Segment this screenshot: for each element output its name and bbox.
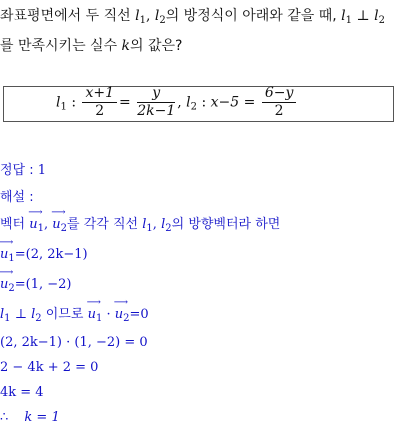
- solution-line-5: (2, 2k−1) · (1, −2) = 0: [0, 335, 148, 350]
- solution-line-7: 4k = 4: [0, 385, 44, 400]
- problem-line-2: 를 만족시키는 실수 k의 값은?: [0, 38, 183, 54]
- equation-content: $l_1$ : $\frac{x+1}{2}$ = $\frac{y}{2k-1}$ , $l_2$ : x−5 = $\frac{6-y}{2}$: [56, 85, 298, 120]
- solution-line-6: 2 − 4k + 2 = 0: [0, 360, 99, 375]
- solution-line-4: $l_1$ ⊥ $l_2$ 이므로 ⟶ $u_1$ · ⟶ $u_2=0$: [0, 302, 149, 324]
- explanation-label: 해설 :: [0, 190, 34, 205]
- answer-line: 정답 : 1: [0, 163, 47, 178]
- equation-box: [3, 86, 394, 122]
- solution-line-1: 벡터 ⟶ $u_1$, ⟶ $u_2$를 각각 직선 $l_1$, $l_2$의 방향벡터라 하면: [0, 212, 280, 234]
- fraction-2: $\frac{y}{2k-1}$: [137, 85, 176, 119]
- solution-line-2: ⟶ $u_1=(2$, 2k−1): [0, 242, 88, 264]
- fraction-1: $\frac{x+1}{2}$: [82, 85, 117, 120]
- problem-line-1: 좌표평면에서 두 직선 $l_1$, $l_2$의 방정식이 아래와 같을 때, $l_1$ ⊥ $l_2$: [0, 8, 385, 26]
- solution-line-3: ⟶ $u_2=(1$, −2): [0, 272, 72, 294]
- solution-line-8: ∴ k = 1: [0, 410, 60, 425]
- fraction-3: $\frac{6-y}{2}$: [262, 85, 297, 120]
